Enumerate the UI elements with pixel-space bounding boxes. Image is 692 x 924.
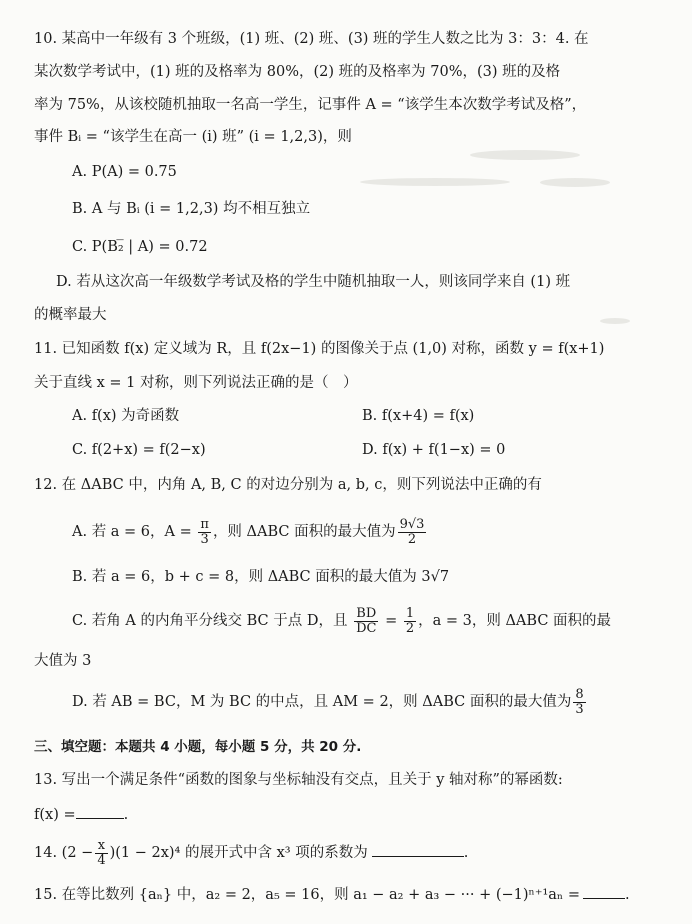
scan-smudge — [540, 178, 610, 187]
q10-option-d-line1: D. 若从这次高一年级数学考试及格的学生中随机抽取一人，则该同学来自 (1) 班 — [56, 274, 571, 290]
q15-line — [34, 884, 630, 904]
q12-option-a-answer-fraction — [398, 518, 427, 547]
fraction-numerator: π — [200, 516, 209, 532]
q12-option-b: B. 若 a = 6，b + c = 8，则 ΔABC 面积的最大值为 3√7 — [72, 569, 450, 585]
fraction-numerator: BD — [354, 607, 378, 622]
q12-option-a-prefix: A. 若 a = 6，A = — [72, 524, 192, 540]
q14-line — [34, 836, 468, 870]
q10-option-b: B. A 与 Bᵢ (i = 1,2,3) 均不相互独立 — [72, 201, 311, 217]
q11-option-a: A. f(x) 为奇函数 — [72, 408, 180, 424]
section-3-heading: 三、填空题：本题共 4 小题，每小题 5 分，共 20 分. — [34, 739, 362, 755]
q10-option-d-line2: 的概率最大 — [34, 307, 107, 323]
q12-option-a — [72, 515, 428, 549]
fraction-numerator: 9√3 — [399, 516, 425, 532]
fraction-denominator: DC — [356, 620, 377, 636]
q12-option-c-line2: 大值为 3 — [34, 653, 92, 669]
q13-answer-blank — [76, 804, 124, 819]
fraction-numerator: 8 — [575, 686, 584, 702]
q12-option-d — [72, 685, 588, 719]
q12-option-c-ratio-fraction — [354, 607, 378, 636]
q12-option-a-middle: ，则 ΔABC 面积的最大值为 — [212, 524, 396, 540]
q10-line3: 率为 75%，从该校随机抽取一名高一学生，记事件 A = “该学生本次数学考试及格”， — [34, 97, 587, 113]
fraction-denominator: 4 — [97, 852, 106, 868]
q12-option-c-equals: = — [385, 613, 398, 629]
q13-line1: 13. 写出一个满足条件“函数的图象与坐标轴没有交点，且关于 y 轴对称”的幂函数: — [34, 772, 563, 788]
q13-period: . — [123, 807, 129, 823]
q10-option-a: A. P(A) = 0.75 — [72, 164, 177, 180]
q11-line1: 11. 已知函数 f(x) 定义域为 R，且 f(2x−1) 的图像关于点 (1,0) 对称，函数 y = f(x+1) — [34, 341, 605, 357]
q12-option-a-angle-fraction — [198, 518, 211, 547]
fraction-numerator: x — [95, 839, 107, 854]
q11-option-c: C. f(2+x) = f(2−x) — [72, 442, 206, 458]
q13-line2 — [34, 804, 128, 824]
q13-expression: f(x) = — [34, 807, 76, 823]
q12-option-c — [72, 604, 611, 638]
scan-smudge — [600, 318, 630, 324]
q10-line4: 事件 Bᵢ = “该学生在高一 (i) 班” (i = 1,2,3)，则 — [34, 129, 352, 145]
q14-period: . — [463, 845, 469, 861]
q10-line2: 某次数学考试中，(1) 班的及格率为 80%，(2) 班的及格率为 70%，(3) 班的及格 — [34, 64, 561, 80]
q14-answer-blank — [372, 842, 464, 857]
fraction-denominator: 3 — [200, 531, 209, 547]
q11-line2: 关于直线 x = 1 对称，则下列说法正确的是（ ） — [34, 375, 358, 391]
fraction-denominator: 2 — [405, 620, 415, 636]
q10-line1: 10. 某高中一年级有 3 个班级，(1) 班、(2) 班、(3) 班的学生人数之比为 3：3：4. 在 — [34, 31, 589, 47]
q12-option-d-prefix: D. 若 AB = BC，M 为 BC 的中点，且 AM = 2，则 ΔABC 面积的最大值为 — [72, 694, 572, 710]
q12-option-c-suffix: ，a = 3，则 ΔABC 面积的最 — [418, 613, 612, 629]
q12-option-c-prefix: C. 若角 A 的内角平分线交 BC 于点 D，且 — [72, 613, 348, 629]
scan-smudge — [470, 150, 580, 160]
q15-answer-blank — [583, 884, 625, 899]
fraction-denominator: 2 — [407, 531, 417, 547]
q12-option-c-value-fraction — [404, 607, 416, 636]
q14-prefix: 14. (2 − — [34, 845, 94, 861]
q12-line1: 12. 在 ΔABC 中，内角 A, B, C 的对边分别为 a, b, c，则下列说法中正确的有 — [34, 477, 542, 493]
scan-smudge — [360, 178, 510, 186]
q12-option-d-answer-fraction — [573, 688, 585, 717]
q11-option-d: D. f(x) + f(1−x) = 0 — [362, 442, 506, 458]
q14-fraction — [95, 839, 107, 868]
q15-period: . — [624, 887, 630, 903]
fraction-denominator: 3 — [575, 701, 584, 717]
q15-text: 15. 在等比数列 {aₙ} 中，a₂ = 2，a₅ = 16，则 a₁ − a₂ + a₃ − ··· + (−1)ⁿ⁺¹aₙ = — [34, 887, 580, 903]
q14-suffix: )(1 − 2x)⁴ 的展开式中含 x³ 项的系数为 — [109, 845, 368, 861]
q11-option-b: B. f(x+4) = f(x) — [362, 408, 475, 424]
q10-option-c: C. P(B₂̅ | A) = 0.72 — [72, 239, 208, 255]
fraction-numerator: 1 — [405, 605, 415, 621]
